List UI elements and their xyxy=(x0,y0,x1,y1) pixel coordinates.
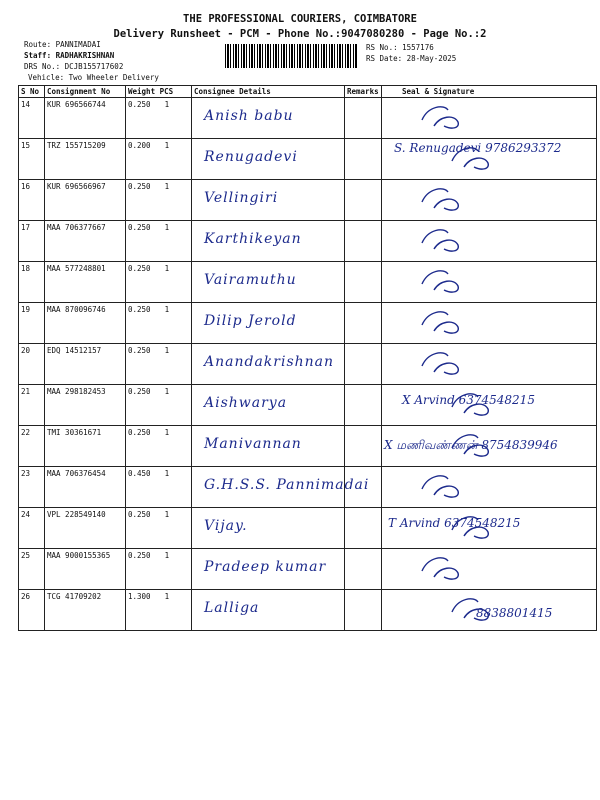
row-consignee-cell xyxy=(192,385,345,426)
row-consignee-name: Aishwarya xyxy=(204,395,288,411)
row-weight-cell xyxy=(126,549,192,590)
row-consignment: EDQ 14512157 xyxy=(45,344,126,385)
row-remarks xyxy=(345,508,382,549)
row-seal-cell xyxy=(382,385,597,426)
row-weight-cell xyxy=(126,467,192,508)
table-row xyxy=(19,221,597,262)
row-consignee-cell xyxy=(192,180,345,221)
row-signature xyxy=(384,510,594,546)
signature-scribble-icon xyxy=(414,225,474,257)
row-consignment: MAA 9000155365 xyxy=(45,549,126,590)
row-signature xyxy=(384,223,594,259)
row-signature xyxy=(384,264,594,300)
row-weight-cell xyxy=(126,385,192,426)
row-consignment: TRZ 155715209 xyxy=(45,139,126,180)
col-weight-pcs xyxy=(126,86,192,98)
row-weight: 1.300 xyxy=(128,592,151,601)
row-sno: 26 xyxy=(19,590,45,631)
rs-date: RS Date: 28-May-2025 xyxy=(366,54,457,63)
row-weight-cell xyxy=(126,180,192,221)
row-weight: 0.250 xyxy=(128,387,151,396)
row-seal-cell xyxy=(382,426,597,467)
row-consignee-name: Vairamuthu xyxy=(204,272,297,288)
row-signature xyxy=(384,387,594,423)
signature-scribble-icon xyxy=(414,102,474,134)
row-signature xyxy=(384,592,594,628)
row-remarks xyxy=(345,385,382,426)
row-consignee-name: Anandakrishnan xyxy=(204,354,335,370)
table-row xyxy=(19,98,597,139)
row-pcs: 1 xyxy=(164,100,170,109)
row-weight-cell xyxy=(126,590,192,631)
row-signature-note: T Arvind 6374548215 xyxy=(388,516,521,530)
row-weight: 0.250 xyxy=(128,428,151,437)
row-sno: 24 xyxy=(19,508,45,549)
row-weight-cell xyxy=(126,98,192,139)
row-consignee-name: Anish babu xyxy=(204,108,294,124)
row-consignee-cell xyxy=(192,221,345,262)
row-pcs: 1 xyxy=(164,387,170,396)
route-info xyxy=(24,39,159,83)
row-weight-cell xyxy=(126,508,192,549)
row-remarks xyxy=(345,590,382,631)
signature-scribble-icon xyxy=(414,553,474,585)
row-seal-cell xyxy=(382,98,597,139)
row-signature xyxy=(384,469,594,505)
row-sno: 21 xyxy=(19,385,45,426)
row-sno: 20 xyxy=(19,344,45,385)
row-sno: 22 xyxy=(19,426,45,467)
row-remarks xyxy=(345,221,382,262)
table-header xyxy=(19,86,597,98)
row-sno: 14 xyxy=(19,98,45,139)
table-row xyxy=(19,590,597,631)
row-signature-note: X மணிவண்ணன் 8754839946 xyxy=(384,438,558,452)
row-weight-cell xyxy=(126,344,192,385)
rs-info xyxy=(366,42,456,64)
row-consignment: KUR 696566744 xyxy=(45,98,126,139)
row-signature xyxy=(384,141,594,177)
row-consignee-cell xyxy=(192,344,345,385)
row-seal-cell xyxy=(382,344,597,385)
row-consignee-cell xyxy=(192,262,345,303)
row-pcs: 1 xyxy=(164,305,170,314)
signature-scribble-icon xyxy=(414,307,474,339)
row-seal-cell xyxy=(382,262,597,303)
row-weight-cell xyxy=(126,139,192,180)
row-seal-cell xyxy=(382,467,597,508)
row-consignment: TCG 41709202 xyxy=(45,590,126,631)
row-sno: 16 xyxy=(19,180,45,221)
row-weight: 0.250 xyxy=(128,346,151,355)
delivery-table xyxy=(18,85,597,631)
row-seal-cell xyxy=(382,590,597,631)
row-weight: 0.250 xyxy=(128,264,151,273)
col-remarks: Remarks xyxy=(345,86,382,98)
row-sno: 18 xyxy=(19,262,45,303)
row-signature xyxy=(384,551,594,587)
row-consignee-cell xyxy=(192,98,345,139)
row-pcs: 1 xyxy=(164,141,170,150)
row-seal-cell xyxy=(382,508,597,549)
row-consignee-cell xyxy=(192,139,345,180)
row-consignee-name: Pradeep kumar xyxy=(204,559,327,575)
table-row xyxy=(19,262,597,303)
row-signature xyxy=(384,182,594,218)
row-signature xyxy=(384,428,594,464)
row-remarks xyxy=(345,139,382,180)
row-weight-cell xyxy=(126,262,192,303)
row-consignment: MAA 706377667 xyxy=(45,221,126,262)
col-sno: S No xyxy=(19,86,45,98)
row-consignment: VPL 228549140 xyxy=(45,508,126,549)
row-signature xyxy=(384,100,594,136)
row-weight: 0.250 xyxy=(128,100,151,109)
row-consignment: MAA 577248801 xyxy=(45,262,126,303)
row-sno: 19 xyxy=(19,303,45,344)
row-signature xyxy=(384,346,594,382)
signature-scribble-icon xyxy=(414,266,474,298)
row-remarks xyxy=(345,426,382,467)
row-signature-note: 8838801415 xyxy=(476,606,553,620)
row-seal-cell xyxy=(382,221,597,262)
col-pcs: PCS xyxy=(159,87,174,96)
signature-scribble-icon xyxy=(414,348,474,380)
row-seal-cell xyxy=(382,139,597,180)
row-weight: 0.250 xyxy=(128,182,151,191)
row-weight-cell xyxy=(126,426,192,467)
row-consignee-cell xyxy=(192,467,370,508)
row-pcs: 1 xyxy=(164,428,170,437)
row-weight: 0.250 xyxy=(128,551,151,560)
row-pcs: 1 xyxy=(164,510,170,519)
table-row xyxy=(19,549,597,590)
row-remarks xyxy=(345,303,382,344)
row-consignee-name: Vellingiri xyxy=(204,190,279,206)
row-consignee-name: Vijay. xyxy=(204,518,248,534)
vehicle-label: Vehicle: Two Wheeler Delivery xyxy=(28,73,159,82)
row-consignment: TMI 30361671 xyxy=(45,426,126,467)
row-consignee-name: Karthikeyan xyxy=(204,231,302,247)
signature-scribble-icon xyxy=(414,471,474,503)
row-remarks xyxy=(345,549,382,590)
row-remarks xyxy=(345,180,382,221)
row-consignee-name: Manivannan xyxy=(204,436,302,452)
table-row xyxy=(19,385,597,426)
table-row xyxy=(19,303,597,344)
row-remarks xyxy=(345,98,382,139)
table-row xyxy=(19,344,597,385)
row-signature-note: X Arvind 6374548215 xyxy=(402,393,535,407)
table-row xyxy=(19,467,597,508)
row-consignment: MAA 706376454 xyxy=(45,467,126,508)
row-seal-cell xyxy=(382,549,597,590)
row-sno: 15 xyxy=(19,139,45,180)
row-weight: 0.450 xyxy=(128,469,151,478)
drs-label: DRS No.: DCJB155717602 xyxy=(24,62,124,71)
signature-scribble-icon xyxy=(414,184,474,216)
row-sno: 25 xyxy=(19,549,45,590)
runsheet-title: Delivery Runsheet - PCM - Phone No.:9047080280 - Page No.:2 xyxy=(113,28,487,40)
row-remarks xyxy=(345,344,382,385)
row-signature xyxy=(384,305,594,341)
row-sno: 17 xyxy=(19,221,45,262)
row-weight: 0.200 xyxy=(128,141,151,150)
barcode-image xyxy=(225,44,357,68)
row-weight-cell xyxy=(126,303,192,344)
col-seal: Seal & Signature xyxy=(382,86,597,98)
row-consignee-cell xyxy=(192,303,345,344)
row-seal-cell xyxy=(382,180,597,221)
table-row xyxy=(19,508,597,549)
table-row xyxy=(19,426,597,467)
row-weight: 0.250 xyxy=(128,510,151,519)
row-consignee-cell xyxy=(192,508,345,549)
table-row xyxy=(19,139,597,180)
row-consignee-cell xyxy=(192,590,345,631)
staff-label: Staff: RADHAKRISHNAN xyxy=(24,51,115,60)
row-signature-note: S. Renugadevi 9786293372 xyxy=(394,141,562,155)
row-seal-cell xyxy=(382,303,597,344)
table-row xyxy=(19,180,597,221)
row-sno: 23 xyxy=(19,467,45,508)
row-remarks xyxy=(345,262,382,303)
row-pcs: 1 xyxy=(164,264,170,273)
row-consignee-name: Lalliga xyxy=(204,600,260,616)
row-consignment: MAA 870096746 xyxy=(45,303,126,344)
row-consignment: KUR 696566967 xyxy=(45,180,126,221)
row-pcs: 1 xyxy=(164,592,170,601)
row-weight: 0.250 xyxy=(128,305,151,314)
col-weight: Weight xyxy=(128,87,156,96)
company-title: THE PROFESSIONAL COURIERS, COIMBATORE xyxy=(183,13,417,25)
row-pcs: 1 xyxy=(164,469,170,478)
row-consignee-cell xyxy=(192,549,345,590)
row-pcs: 1 xyxy=(164,182,170,191)
rs-number: RS No.: 1557176 xyxy=(366,43,434,52)
row-consignment: MAA 298182453 xyxy=(45,385,126,426)
col-consignment: Consignment No xyxy=(45,86,126,98)
row-consignee-name: G.H.S.S. Pannimadai xyxy=(204,477,370,493)
row-consignee-name: Renugadevi xyxy=(204,149,298,165)
row-pcs: 1 xyxy=(164,223,170,232)
row-consignee-name: Dilip Jerold xyxy=(204,313,297,329)
row-pcs: 1 xyxy=(164,346,170,355)
route-label: Route: PANNIMADAI xyxy=(24,40,101,49)
row-weight: 0.250 xyxy=(128,223,151,232)
row-pcs: 1 xyxy=(164,551,170,560)
row-consignee-cell xyxy=(192,426,345,467)
col-consignee: Consignee Details xyxy=(192,86,345,98)
row-weight-cell xyxy=(126,221,192,262)
